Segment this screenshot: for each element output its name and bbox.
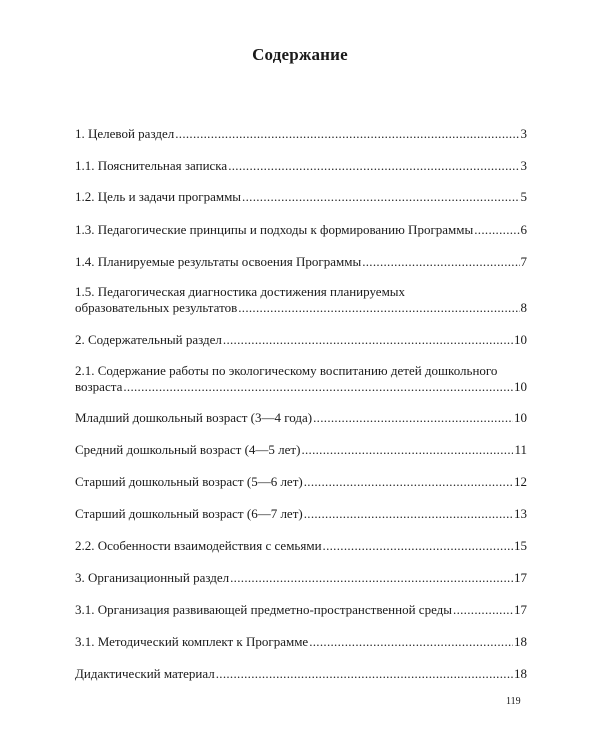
toc-entry-page: 10 (514, 379, 527, 394)
toc-entry-text: 2.2. Особенности взаимодействия с семьями (75, 538, 322, 553)
toc-leader-dots (301, 442, 513, 458)
toc-leader-dots (323, 538, 513, 554)
toc-leader-dots (309, 634, 513, 650)
toc-leader-dots (304, 474, 513, 490)
toc-leader-dots (216, 666, 513, 682)
toc-entry (75, 474, 527, 490)
toc-entry-page: 18 (514, 634, 527, 649)
toc-entry-page: 15 (514, 538, 527, 553)
toc-entry (75, 602, 527, 618)
toc-leader-dots (362, 254, 519, 270)
toc-leader-dots (453, 602, 513, 618)
toc-leader-dots (242, 189, 519, 205)
toc-leader-dots (238, 300, 519, 316)
toc-entry-page: 7 (520, 254, 527, 269)
toc-entry-page: 17 (514, 602, 527, 617)
toc-entry-page: 3 (520, 126, 527, 141)
toc-entry-text: Старший дошкольный возраст (5—6 лет) (75, 474, 303, 489)
toc-leader-dots (175, 126, 519, 142)
toc-entry-text: 1.2. Цель и задачи программы (75, 189, 242, 204)
toc-entry (75, 634, 527, 650)
toc-entry-page: 10 (514, 332, 527, 347)
toc-entry-text: 1. Целевой раздел (75, 126, 175, 141)
toc-leader-dots (223, 332, 513, 348)
toc-entry-page: 17 (514, 570, 527, 585)
toc-entry-text: Старший дошкольный возраст (6—7 лет) (75, 506, 303, 521)
toc-entry (75, 284, 527, 316)
toc-entry-text: Дидактический материал (75, 666, 215, 681)
toc-entry-text: 2. Содержательный раздел (75, 332, 222, 347)
toc-entry (75, 410, 527, 426)
toc-entry (75, 538, 527, 554)
toc-entry-text: 1.3. Педагогические принципы и подходы к формированию Программы (75, 222, 474, 237)
page-title: Содержание (252, 45, 348, 64)
toc-leader-dots (313, 410, 513, 426)
toc-entry (75, 254, 527, 270)
toc-entry-text: Младший дошкольный возраст (3—4 года) (75, 410, 313, 425)
toc-entry-page: 18 (514, 666, 527, 681)
toc-entry-page: 13 (514, 506, 527, 521)
toc-entry (75, 332, 527, 348)
toc-leader-dots (228, 158, 519, 174)
toc-entry-page: 5 (520, 189, 527, 204)
toc-entry (75, 158, 527, 174)
toc-entry-page: 6 (520, 222, 527, 237)
toc-entry (75, 570, 527, 586)
toc-entry (75, 126, 527, 142)
toc-leader-dots (474, 222, 519, 238)
toc-entry-page: 10 (514, 410, 527, 425)
toc-entry-text: 3.1. Организация развивающей предметно-пространственной среды (75, 602, 453, 617)
toc-entry (75, 363, 527, 395)
toc-entry (75, 666, 527, 682)
toc-leader-dots (304, 506, 513, 522)
toc-entry-text: 3.1. Методический комплект к Программе (75, 634, 309, 649)
toc-entry-text-line1: 2.1. Содержание работы по экологическому воспитанию детей дошкольного (75, 363, 498, 378)
toc-entry-page: 12 (514, 474, 527, 489)
toc-leader-dots (230, 570, 513, 586)
toc-entry-text: 1.1. Пояснительная записка (75, 158, 228, 173)
page-number: 119 (506, 696, 521, 707)
toc-entry-text-line1: 1.5. Педагогическая диагностика достижения планируемых (75, 284, 406, 299)
toc-entry-text: возраста (75, 379, 123, 394)
toc-entry-page: 8 (520, 300, 527, 315)
toc-entry (75, 189, 527, 205)
toc-entry-page: 3 (520, 158, 527, 173)
toc-entry-text: 3. Организационный раздел (75, 570, 230, 585)
toc-entry (75, 222, 527, 238)
toc-entry-text: Средний дошкольный возраст (4—5 лет) (75, 442, 301, 457)
toc-entry-page: 11 (514, 442, 527, 457)
toc-entry (75, 506, 527, 522)
toc-entry (75, 442, 527, 458)
toc-entry-text: образовательных результатов (75, 300, 238, 315)
toc-entry-text: 1.4. Планируемые результаты освоения Программы (75, 254, 362, 269)
toc-leader-dots (123, 379, 513, 395)
